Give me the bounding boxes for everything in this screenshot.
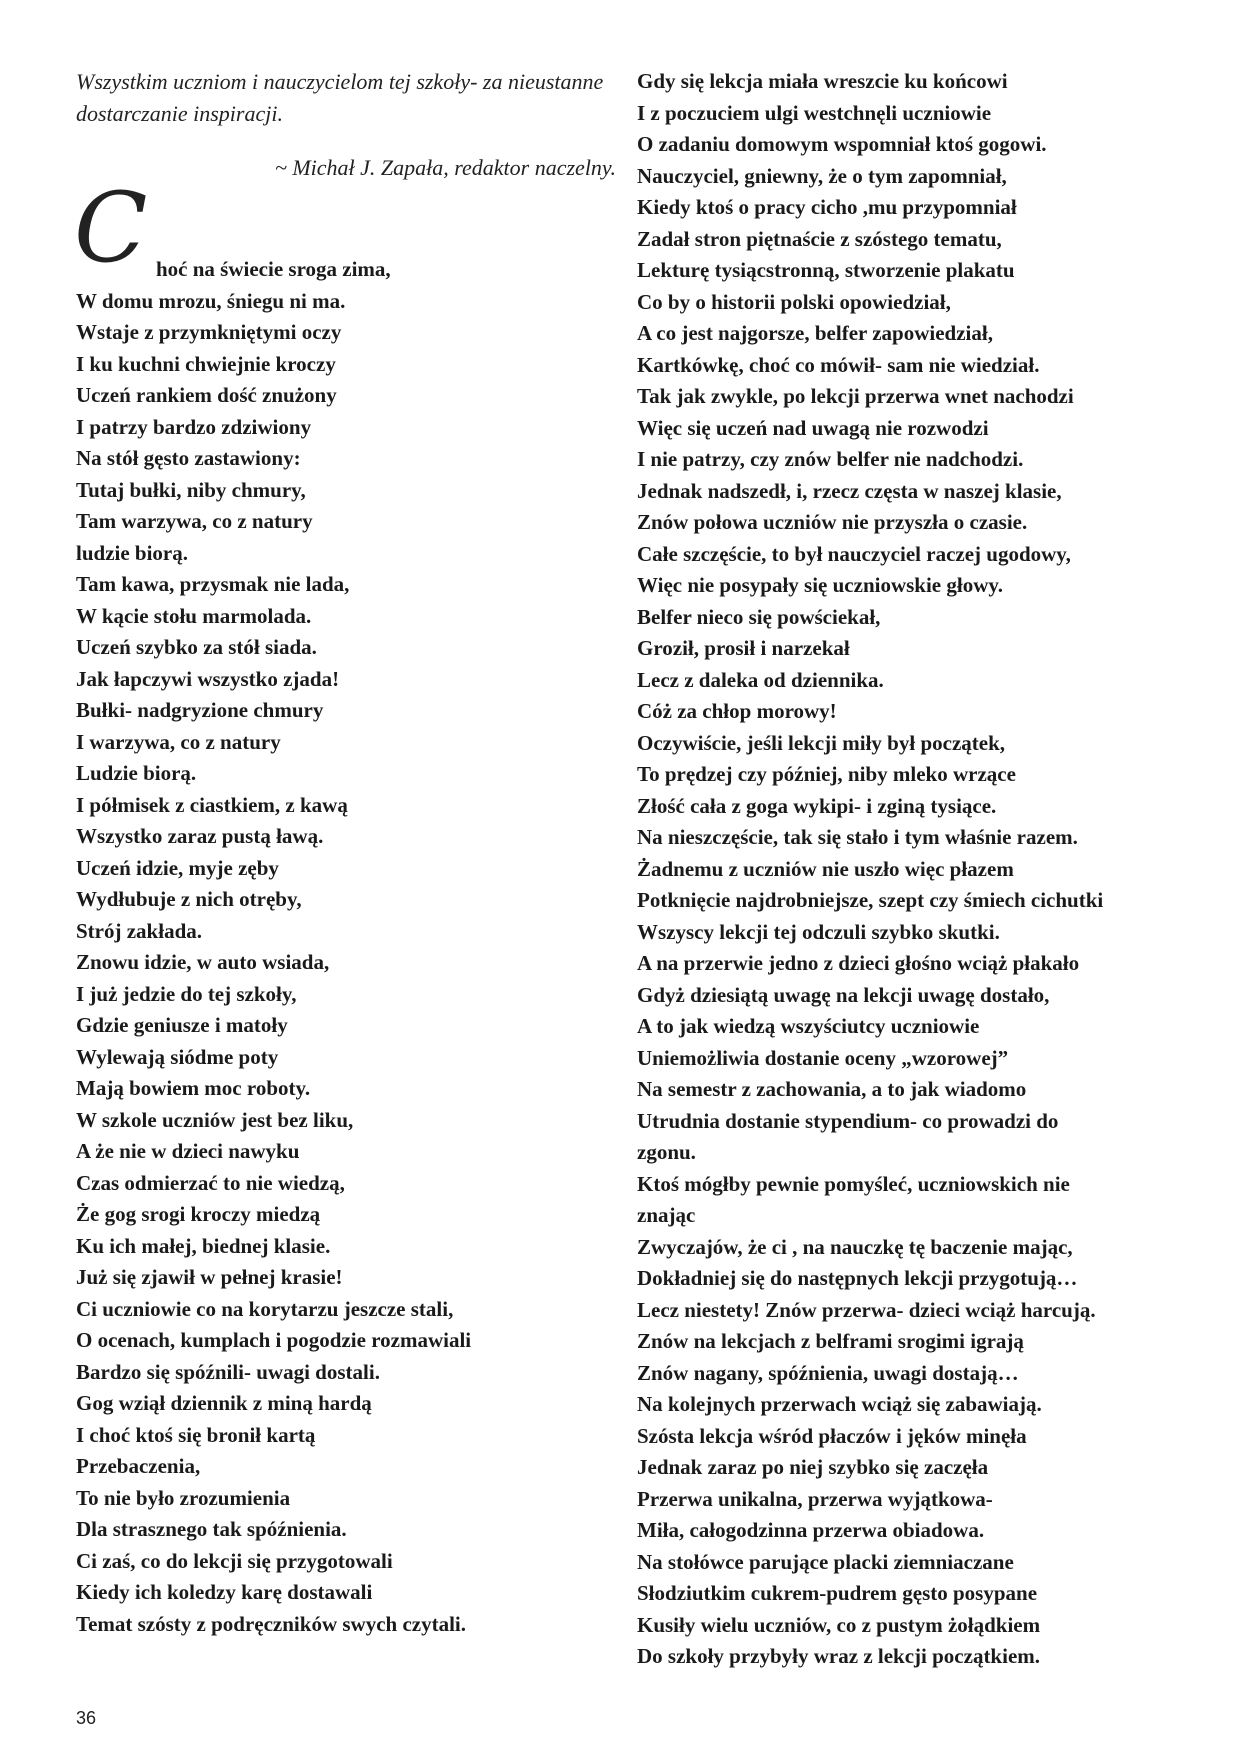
poem-line: Jednak nadszedł, i, rzecz częsta w naszej klasie,	[637, 478, 1062, 503]
poem-line: Ktoś mógłby pewnie pomyśleć, uczniowskich nie	[637, 1171, 1070, 1196]
poem-line: I ku kuchni chwiejnie kroczy	[76, 351, 336, 376]
dedication: Wszystkim uczniom i nauczycielom tej szkoły- za nieustanne dostarczanie inspiracji.	[76, 69, 604, 126]
poem-line: Już się zjawił w pełnej krasie!	[76, 1265, 343, 1289]
poem-line: Czas odmierzać to nie wiedzą,	[76, 1170, 345, 1195]
poem-line: znając	[637, 1203, 696, 1227]
poem-line: Żadnemu z uczniów nie uszło więc płazem	[637, 856, 1014, 881]
poem-line: I warzywa, co z natury	[76, 729, 281, 754]
poem-line: Nauczyciel, gniewny, że o tym zapomniał,	[637, 163, 1007, 188]
poem-line: Bardzo się spóźnili- uwagi dostali.	[76, 1359, 380, 1384]
poem-line: Że gog srogi kroczy miedzą	[76, 1202, 321, 1226]
poem-line: Bułki- nadgryzione chmury	[76, 698, 324, 722]
poem-line: Na stół gęsto zastawiony:	[76, 446, 301, 470]
poem-line: To prędzej czy później, niby mleko wrzące	[637, 762, 1016, 786]
poem-line: I nie patrzy, czy znów belfer nie nadchodzi.	[637, 447, 1024, 471]
poem-line: Tam kawa, przysmak nie lada,	[76, 572, 350, 596]
poem-line: Na stołówce parujące placki ziemniaczane	[637, 1549, 1014, 1574]
poem-line: Na nieszczęście, tak się stało i tym właśnie razem.	[637, 825, 1078, 849]
poem-line: Uniemożliwia dostanie oceny „wzorowej”	[637, 1045, 1009, 1070]
poem-line: Uczeń idzie, myje zęby	[76, 855, 279, 880]
poem-line: Jak łapczywi wszystko zjada!	[76, 666, 340, 691]
poem-line: Znowu idzie, w auto wsiada,	[76, 950, 330, 974]
poem-line: Cóż za chłop morowy!	[637, 699, 837, 723]
poem-line: Do szkoły przybyły wraz z lekcji początkiem.	[637, 1644, 1041, 1668]
poem-line: I półmisek z ciastkiem, z kawą	[76, 792, 348, 817]
poem-line: Kiedy ktoś o pracy cicho ,mu przypomniał	[637, 195, 1017, 219]
poem-line: Temat szósty z podręczników swych czytali.	[76, 1611, 467, 1636]
poem-line: Na kolejnych przerwach wciąż się zabawiają.	[637, 1392, 1042, 1416]
drop-cap: C	[74, 172, 148, 284]
page-number: 36	[76, 1708, 97, 1728]
poem-line: Tutaj bułki, niby chmury,	[76, 477, 306, 502]
poem-line: Groził, prosił i narzekał	[637, 636, 850, 660]
poem-first-line	[74, 172, 616, 286]
poem-line: Ku ich małej, biednej klasie.	[76, 1233, 331, 1258]
first-line-text: hoć na świecie sroga zima,	[156, 257, 391, 281]
poem-line: Zadał stron piętnaście z szóstego tematu,	[637, 226, 1002, 251]
poem-line: Wszystko zaraz pustą ławą.	[76, 824, 324, 848]
right-verse-lines	[637, 66, 1177, 1673]
left-column	[76, 66, 616, 1640]
poem-line: Miła, całogodzinna przerwa obiadowa.	[637, 1518, 985, 1542]
poem-line: Więc nie posypały się uczniowskie głowy.	[637, 573, 1003, 597]
poem-line: Gdy się lekcja miała wreszcie ku końcowi	[637, 69, 1008, 93]
poem-line: Jednak zaraz po niej szybko się zaczęła	[637, 1455, 989, 1479]
poem-line: W szkole uczniów jest bez liku,	[76, 1107, 354, 1132]
poem-line: Wstaje z przymkniętymi oczy	[76, 320, 342, 344]
poem-line: Całe szczęście, to był nauczyciel raczej ugodowy,	[637, 541, 1071, 566]
poem-line: A to jak wiedzą wszyściutcy uczniowie	[637, 1014, 980, 1038]
poem-line: zgonu.	[637, 1140, 696, 1164]
poem-line: ludzie biorą.	[76, 540, 189, 565]
poem-line: Ci zaś, co do lekcji się przygotowali	[76, 1548, 393, 1573]
poem-line: Utrudnia dostanie stypendium- co prowadzi do	[637, 1108, 1059, 1133]
poem-left	[74, 172, 616, 1640]
poem-line: Przebaczenia,	[76, 1454, 201, 1478]
poem-line: I patrzy bardzo zdziwiony	[76, 414, 312, 439]
poem-line: Kusiły wielu uczniów, co z pustym żołądkiem	[637, 1612, 1041, 1637]
poem-line: Gdyż dziesiątą uwagę na lekcji uwagę dostało,	[637, 982, 1050, 1007]
poem-line: Wszyscy lekcji tej odczuli szybko skutki.	[637, 919, 1000, 944]
poem-line: To nie było zrozumienia	[76, 1485, 291, 1510]
poem-line: A że nie w dzieci nawyku	[76, 1139, 300, 1163]
poem-line: I już jedzie do tej szkoły,	[76, 981, 297, 1006]
poem-line: Potknięcie najdrobniejsze, szept czy śmiech cichutki	[637, 888, 1104, 912]
poem-line: Na semestr z zachowania, a to jak wiadomo	[637, 1077, 1027, 1101]
poem-line: Dokładniej się do następnych lekcji przygotują…	[637, 1266, 1078, 1290]
poem-line: Złość cała z goga wykipi- i zginą tysiące.	[637, 793, 997, 818]
poem-line: Kartkówkę, choć co mówił- sam nie wiedział.	[637, 352, 1040, 377]
poem-line: Dla strasznego tak spóźnienia.	[76, 1517, 347, 1541]
poem-line: Więc się uczeń nad uwagą nie rozwodzi	[637, 415, 989, 440]
poem-line: Kiedy ich koledzy karę dostawali	[76, 1580, 373, 1604]
poem-line: Znów na lekcjach z belframi srogimi igrają	[637, 1329, 1024, 1353]
poem-line: Uczeń rankiem dość znużony	[76, 383, 337, 407]
poem-line: Mają bowiem moc roboty.	[76, 1076, 311, 1100]
poem-line: Tak jak zwykle, po lekcji przerwa wnet nachodzi	[637, 384, 1074, 408]
poem-line: Belfer nieco się powściekał,	[637, 604, 881, 629]
poem-line: Strój zakłada.	[76, 918, 202, 943]
poem-line: Przerwa unikalna, przerwa wyjątkowa-	[637, 1486, 993, 1511]
editor-signature: ~ Michał J. Zapała, redaktor naczelny.	[274, 155, 616, 180]
poem-line: Ludzie biorą.	[76, 761, 197, 785]
poem-line: Oczywiście, jeśli lekcji miły był początek,	[637, 730, 1006, 755]
left-verse-lines	[76, 286, 616, 1641]
poem-line: W kącie stołu marmolada.	[76, 603, 312, 628]
poem-line: W domu mrozu, śniegu ni ma.	[76, 288, 346, 313]
poem-line: A co jest najgorsze, belfer zapowiedział,	[637, 321, 993, 345]
poem-line: Znów nagany, spóźnienia, uwagi dostają…	[637, 1360, 1019, 1385]
poem-line: Szósta lekcja wśród płaczów i jęków minęła	[637, 1423, 1027, 1448]
poem-line: A na przerwie jedno z dzieci głośno wciąż płakało	[637, 951, 1080, 975]
poem-line: I z poczuciem ulgi westchnęli uczniowie	[637, 100, 992, 125]
poem-line: Tam warzywa, co z natury	[76, 509, 313, 533]
poem-line: Zwyczajów, że ci , na nauczkę tę baczenie mając,	[637, 1234, 1073, 1259]
poem-line: I choć ktoś się bronił kartą	[76, 1422, 316, 1447]
poem-line: Wylewają siódme poty	[76, 1044, 279, 1069]
poem-line: Lekturę tysiącstronną, stworzenie plakatu	[637, 258, 1015, 282]
poem-line: Lecz niestety! Znów przerwa- dzieci wciąż harcują.	[637, 1297, 1096, 1322]
poem-line: Gog wziął dziennik z miną hardą	[76, 1391, 372, 1415]
poem-line: Co by o historii polski opowiedział,	[637, 289, 951, 314]
poem-line: O zadaniu domowym wspomniał ktoś gogowi.	[637, 132, 1047, 156]
poem-line: O ocenach, kumplach i pogodzie rozmawiali	[76, 1328, 472, 1352]
right-column	[637, 66, 1177, 1673]
poem-line: Wydłubuje z nich otręby,	[76, 887, 302, 911]
poem-line: Lecz z daleka od dziennika.	[637, 667, 884, 692]
poem-line: Uczeń szybko za stół siada.	[76, 635, 317, 659]
poem-line: Ci uczniowie co na korytarzu jeszcze stali,	[76, 1296, 454, 1321]
poem-line: Słodziutkim cukrem-pudrem gęsto posypane	[637, 1581, 1038, 1605]
poem-line: Znów połowa uczniów nie przyszła o czasie.	[637, 510, 1028, 534]
poem-line: Gdzie geniusze i matoły	[76, 1013, 288, 1037]
